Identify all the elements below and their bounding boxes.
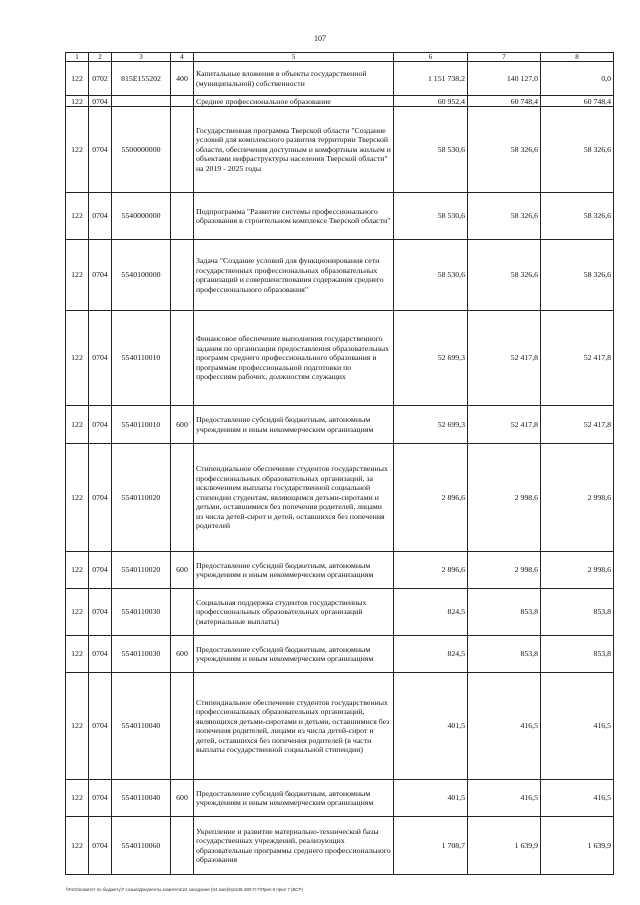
amount-year-3-cell: 2 998,6	[541, 444, 614, 552]
target-code-cell: 5540100000	[112, 240, 171, 311]
admin-code-cell: 122	[66, 673, 89, 780]
expense-type-cell: 600	[171, 406, 194, 444]
target-code-cell: 5540110030	[112, 636, 171, 673]
section-code-cell: 0704	[89, 636, 112, 673]
section-code-cell: 0704	[89, 817, 112, 875]
section-code-cell: 0704	[89, 552, 112, 589]
amount-year-2-cell: 58 326,6	[468, 240, 541, 311]
amount-year-2-cell: 2 998,6	[468, 552, 541, 589]
item-name-cell: Задача "Создание условий для функционирования сети государственных профессиональных образовательных организаций и совершенствования содержания среднего профессионального образования"	[194, 240, 394, 311]
amount-year-1-cell: 824,5	[394, 636, 468, 673]
amount-year-1-cell: 58 530,6	[394, 107, 468, 193]
amount-year-2-cell: 853,8	[468, 636, 541, 673]
column-number: 5	[194, 53, 394, 62]
item-name-cell: Предоставление субсидий бюджетным, автономным учреждениям и иным некоммерческим организациям	[194, 552, 394, 589]
amount-year-1-cell: 401,5	[394, 780, 468, 817]
amount-year-2-cell: 58 326,6	[468, 107, 541, 193]
table-row	[66, 552, 614, 589]
amount-year-3-cell: 58 326,6	[541, 240, 614, 311]
target-code-cell: 5540110060	[112, 817, 171, 875]
target-code-cell: 5540110010	[112, 406, 171, 444]
section-code-cell: 0704	[89, 240, 112, 311]
table-row	[66, 406, 614, 444]
target-code-cell	[112, 96, 171, 107]
column-number: 6	[394, 53, 468, 62]
amount-year-1-cell: 52 699,3	[394, 406, 468, 444]
expense-type-cell	[171, 817, 194, 875]
expense-type-cell	[171, 444, 194, 552]
budget-table	[65, 52, 614, 875]
item-name-cell: Финансовое обеспечение выполнения государственного задания по организации предоставления образовательных программ среднего профессионального образования и программам профессиональной подготовки по профессиям рабочих, должностям служащих	[194, 311, 394, 406]
item-name-cell: Предоставление субсидий бюджетным, автономным учреждениям и иным некоммерческим организациям	[194, 780, 394, 817]
amount-year-3-cell: 52 417,8	[541, 311, 614, 406]
section-code-cell: 0704	[89, 444, 112, 552]
target-code-cell: 5540000000	[112, 193, 171, 240]
admin-code-cell: 122	[66, 780, 89, 817]
item-name-cell: Предоставление субсидий бюджетным, автономным учреждениям и иным некоммерческим организациям	[194, 406, 394, 444]
target-code-cell: 5500000000	[112, 107, 171, 193]
amount-year-3-cell: 52 417,8	[541, 406, 614, 444]
amount-year-1-cell: 824,5	[394, 589, 468, 636]
admin-code-cell: 122	[66, 107, 89, 193]
expense-type-cell	[171, 107, 194, 193]
table-row	[66, 62, 614, 96]
amount-year-2-cell: 416,5	[468, 673, 541, 780]
amount-year-2-cell: 60 748,4	[468, 96, 541, 107]
section-code-cell: 0704	[89, 311, 112, 406]
item-name-cell: Предоставление субсидий бюджетным, автономным учреждениям и иным некоммерческим организациям	[194, 636, 394, 673]
target-code-cell: 5540110040	[112, 673, 171, 780]
amount-year-2-cell: 1 639,9	[468, 817, 541, 875]
column-number: 3	[112, 53, 171, 62]
admin-code-cell: 122	[66, 552, 89, 589]
item-name-cell: Социальная поддержка студентов государственных профессиональных образовательных организаций (материальные выплаты)	[194, 589, 394, 636]
expense-type-cell	[171, 240, 194, 311]
target-code-cell: 5540110030	[112, 589, 171, 636]
amount-year-1-cell: 1 151 738,2	[394, 62, 468, 96]
amount-year-2-cell: 58 326,6	[468, 193, 541, 240]
expense-type-cell: 600	[171, 780, 194, 817]
expense-type-cell	[171, 589, 194, 636]
column-number: 8	[541, 53, 614, 62]
admin-code-cell: 122	[66, 589, 89, 636]
column-number: 1	[66, 53, 89, 62]
section-code-cell: 0704	[89, 193, 112, 240]
section-code-cell: 0704	[89, 780, 112, 817]
expense-type-cell: 600	[171, 636, 194, 673]
item-name-cell: Укрепление и развитие материально-технической базы государственных учреждений, реализующих образовательные программы среднего профессионального образования	[194, 817, 394, 875]
table-row	[66, 817, 614, 875]
admin-code-cell: 122	[66, 62, 89, 96]
item-name-cell: Государственная программа Тверской области "Создание условий для комплексного развития территории Тверской области, обеспечения доступным и комфортным жильем и объектами инфраструктуры населения Тверской области" на 2019 - 2025 годы	[194, 107, 394, 193]
amount-year-3-cell: 416,5	[541, 780, 614, 817]
item-name-cell: Стипендиальное обеспечение студентов государственных профессиональных образовательных организаций, являющихся детьми-сиротами и детьми, оставшимися без попечения родителей, лицами из числа детей-сирот и детей, оставшихся без попечения родителей (в части выплаты государственной социальной стипендии)	[194, 673, 394, 780]
admin-code-cell: 122	[66, 406, 89, 444]
amount-year-2-cell: 2 998,6	[468, 444, 541, 552]
amount-year-1-cell: 58 530,6	[394, 240, 468, 311]
expense-type-cell: 400	[171, 62, 194, 96]
amount-year-1-cell: 60 952,4	[394, 96, 468, 107]
section-code-cell: 0704	[89, 96, 112, 107]
section-code-cell: 0704	[89, 589, 112, 636]
table-row	[66, 444, 614, 552]
file-path-footer: \\Fs01\комитет по бюджету\7 созыв\Документы комитета\24 заседание (04 мая)\пр\248 480-П-7\Прил 6 прил 7 (ВСР)	[66, 887, 303, 892]
table-row	[66, 96, 614, 107]
target-code-cell: 5540110020	[112, 552, 171, 589]
amount-year-3-cell: 0,0	[541, 62, 614, 96]
table-row	[66, 193, 614, 240]
admin-code-cell: 122	[66, 193, 89, 240]
amount-year-3-cell: 1 639,9	[541, 817, 614, 875]
table-row	[66, 107, 614, 193]
expense-type-cell	[171, 311, 194, 406]
expense-type-cell	[171, 96, 194, 107]
table-row	[66, 673, 614, 780]
section-code-cell: 0704	[89, 107, 112, 193]
table-row	[66, 311, 614, 406]
expense-type-cell	[171, 193, 194, 240]
amount-year-2-cell: 52 417,8	[468, 311, 541, 406]
target-code-cell: 5540110020	[112, 444, 171, 552]
amount-year-1-cell: 2 896,6	[394, 552, 468, 589]
amount-year-3-cell: 58 326,6	[541, 193, 614, 240]
amount-year-3-cell: 853,8	[541, 589, 614, 636]
target-code-cell: 5540110040	[112, 780, 171, 817]
amount-year-2-cell: 416,5	[468, 780, 541, 817]
amount-year-2-cell: 52 417,8	[468, 406, 541, 444]
amount-year-1-cell: 58 530,6	[394, 193, 468, 240]
page-number: 107	[314, 34, 326, 43]
column-numbers-row	[66, 53, 614, 62]
item-name-cell: Среднее профессиональное образование	[194, 96, 394, 107]
item-name-cell: Капитальные вложения в объекты государственной (муниципальной) собственности	[194, 62, 394, 96]
admin-code-cell: 122	[66, 311, 89, 406]
target-code-cell: 5540110010	[112, 311, 171, 406]
table-row	[66, 636, 614, 673]
admin-code-cell: 122	[66, 636, 89, 673]
column-number: 4	[171, 53, 194, 62]
admin-code-cell: 122	[66, 817, 89, 875]
target-code-cell: 815E155202	[112, 62, 171, 96]
amount-year-1-cell: 52 699,3	[394, 311, 468, 406]
section-code-cell: 0702	[89, 62, 112, 96]
amount-year-3-cell: 60 748,4	[541, 96, 614, 107]
amount-year-2-cell: 140 127,0	[468, 62, 541, 96]
section-code-cell: 0704	[89, 406, 112, 444]
amount-year-1-cell: 2 896,6	[394, 444, 468, 552]
expense-type-cell	[171, 673, 194, 780]
column-number: 2	[89, 53, 112, 62]
admin-code-cell: 122	[66, 240, 89, 311]
amount-year-3-cell: 416,5	[541, 673, 614, 780]
table-row	[66, 240, 614, 311]
amount-year-3-cell: 2 998,6	[541, 552, 614, 589]
table-row	[66, 589, 614, 636]
amount-year-1-cell: 401,5	[394, 673, 468, 780]
amount-year-2-cell: 853,8	[468, 589, 541, 636]
item-name-cell: Подпрограмма "Развитие системы профессионального образования в строительном комплексе Тверской области"	[194, 193, 394, 240]
admin-code-cell: 122	[66, 96, 89, 107]
section-code-cell: 0704	[89, 673, 112, 780]
amount-year-3-cell: 58 326,6	[541, 107, 614, 193]
column-number: 7	[468, 53, 541, 62]
amount-year-1-cell: 1 708,7	[394, 817, 468, 875]
table-row	[66, 780, 614, 817]
admin-code-cell: 122	[66, 444, 89, 552]
item-name-cell: Стипендиальное обеспечение студентов государственных профессиональных образовательных организаций, за исключением выплаты государственной социальной стипендии студентам, являющимся детьми-сиротами и детьми, оставшимися без попечения родителей, лицами из числа детей-сирот и детей, оставшихся без попечения родителей	[194, 444, 394, 552]
expense-type-cell: 600	[171, 552, 194, 589]
amount-year-3-cell: 853,8	[541, 636, 614, 673]
